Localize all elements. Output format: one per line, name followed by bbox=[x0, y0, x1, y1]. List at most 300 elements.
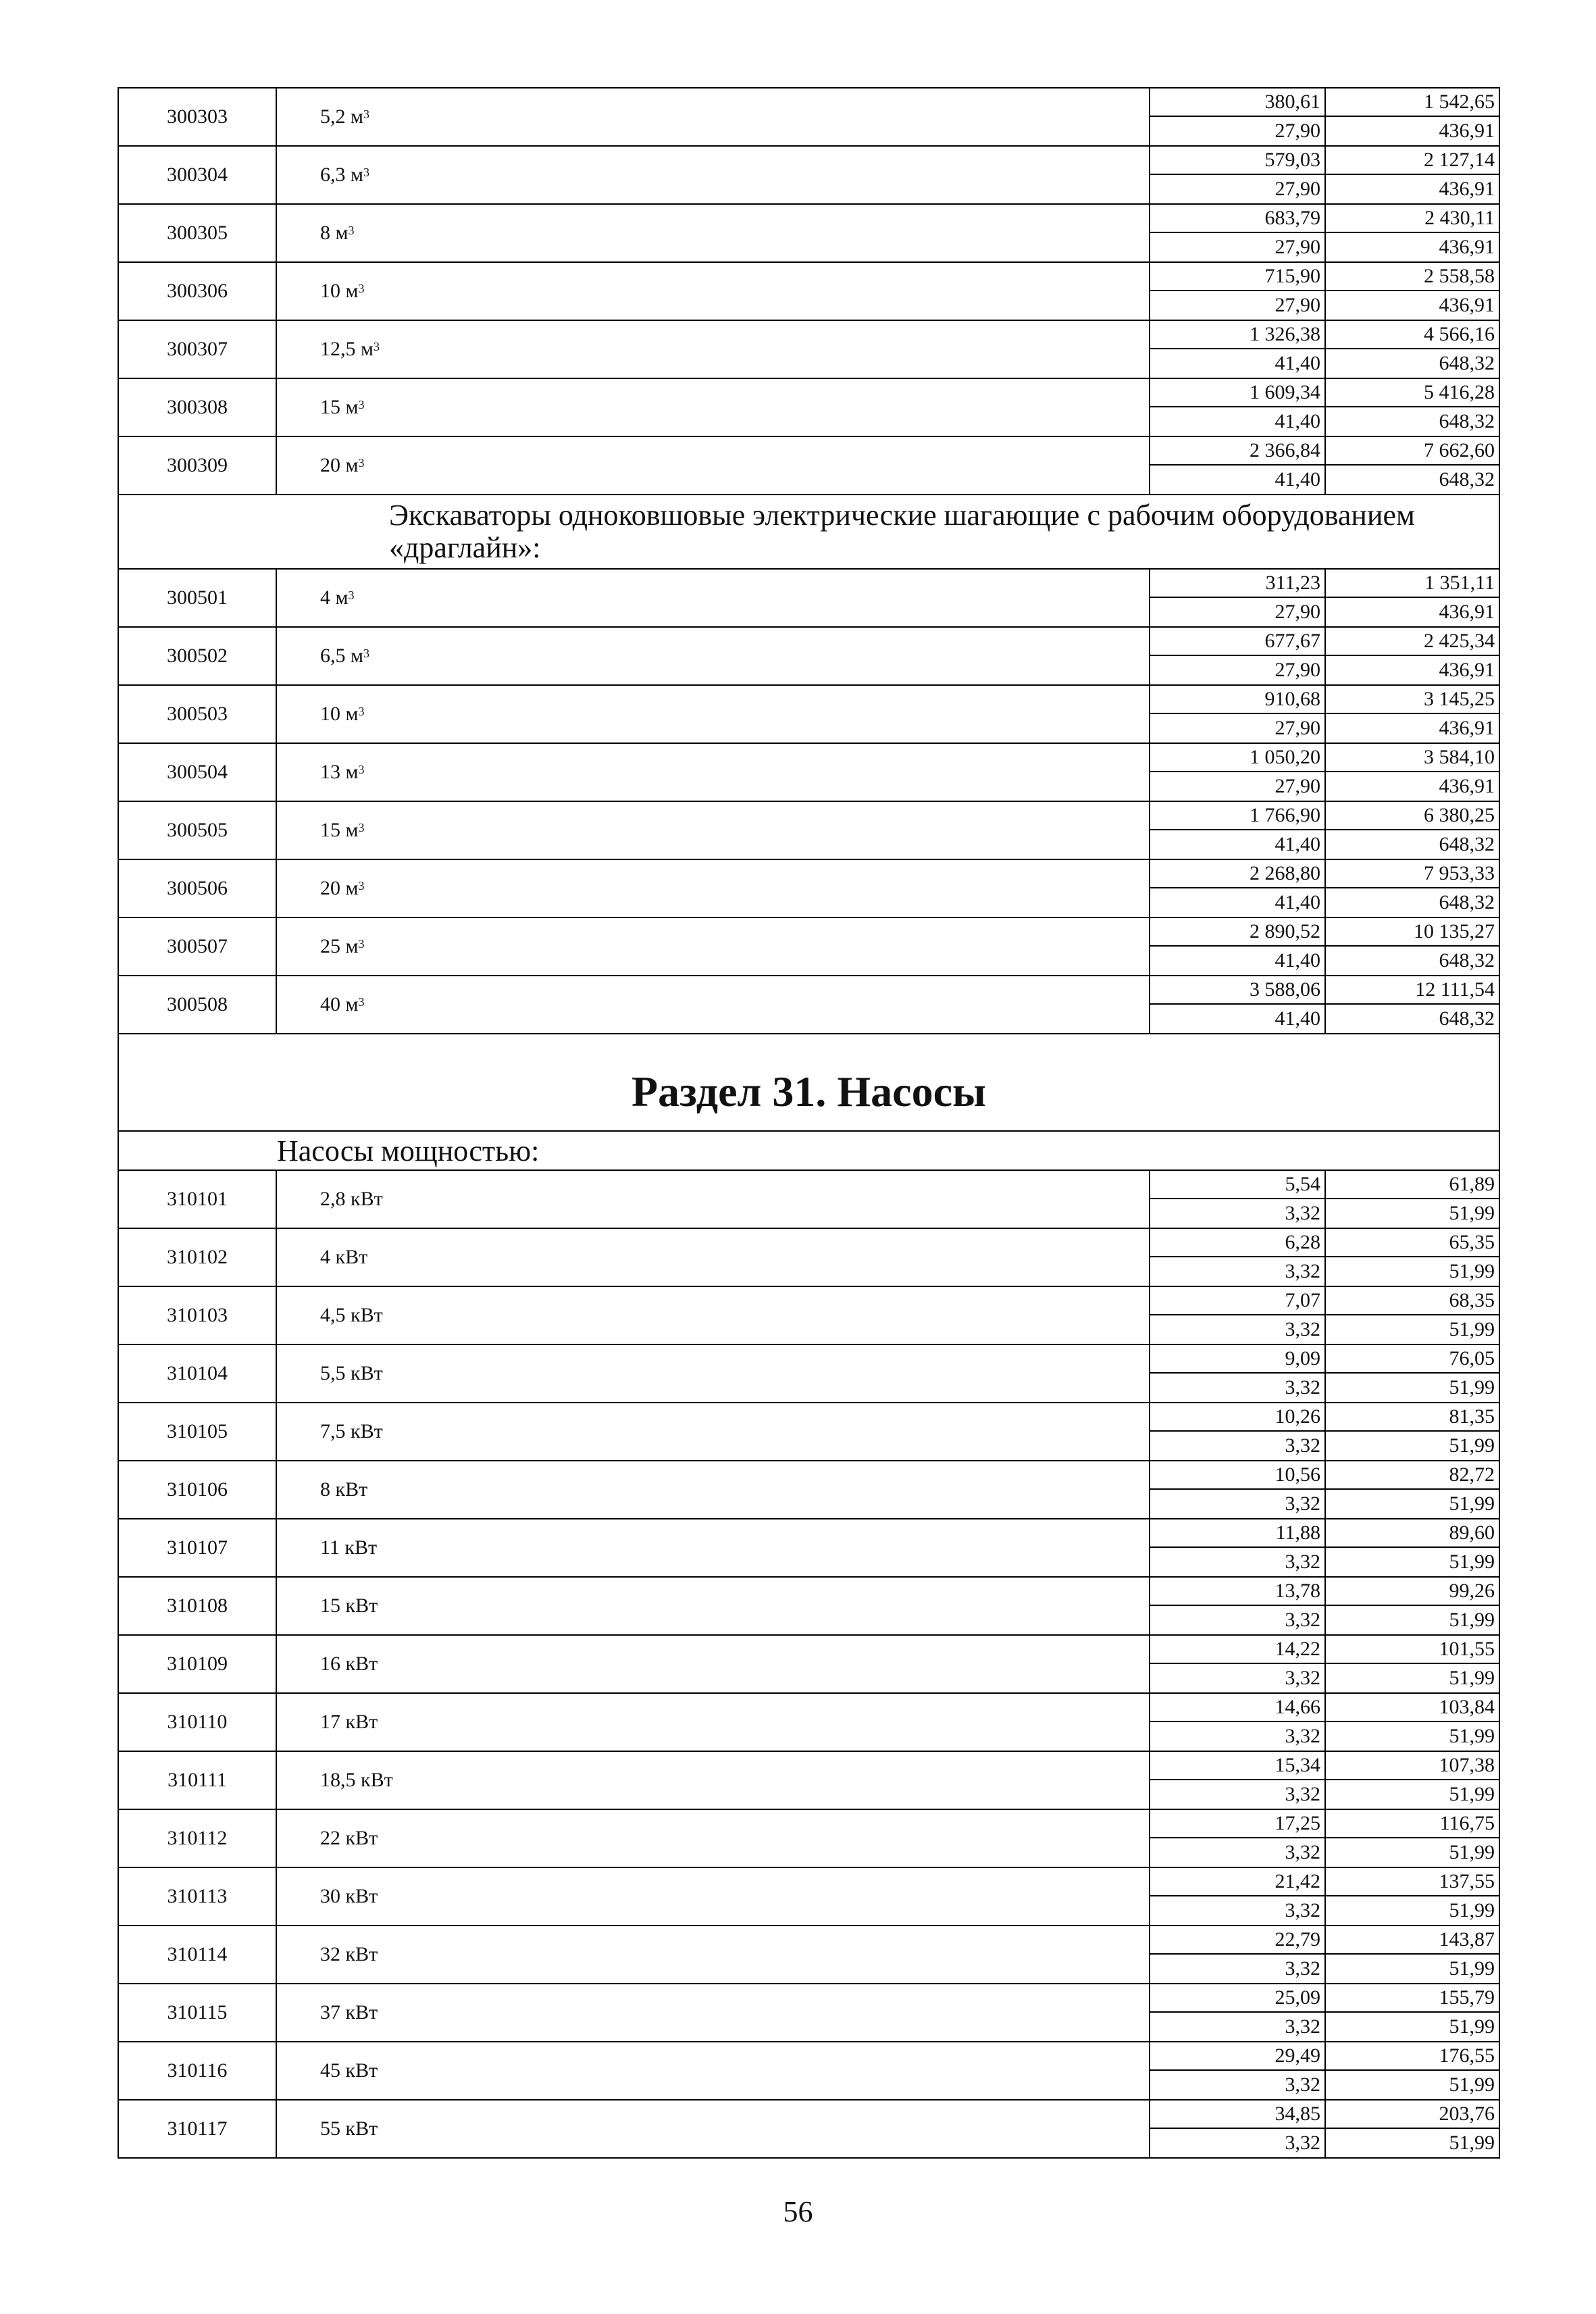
code-cell: 300503 bbox=[167, 703, 228, 725]
price-value: 380,61 bbox=[1150, 89, 1324, 117]
total-wage-value: 51,99 bbox=[1449, 1725, 1495, 1747]
code-cell: 310112 bbox=[167, 1827, 228, 1849]
total-value: 7 953,33 bbox=[1326, 860, 1499, 888]
code-cell: 300303 bbox=[167, 105, 228, 128]
total-value: 143,87 bbox=[1326, 1926, 1499, 1955]
table-row bbox=[119, 684, 1499, 743]
unit-superscript: 3 bbox=[363, 646, 369, 660]
total-price-cell bbox=[1324, 1345, 1499, 1402]
code-cell: 310102 bbox=[167, 1246, 228, 1268]
capacity-label: 2,8 кВт bbox=[320, 1188, 383, 1210]
code-cell: 310105 bbox=[167, 1420, 228, 1442]
price-cell bbox=[1150, 802, 1324, 859]
table-row bbox=[119, 975, 1499, 1033]
price-value: 910,68 bbox=[1150, 686, 1324, 714]
capacity-label: 8 кВт bbox=[320, 1478, 368, 1501]
table-row bbox=[119, 568, 1499, 626]
total-wage-value: 51,99 bbox=[1449, 1492, 1495, 1515]
price-cell bbox=[1150, 570, 1324, 626]
price-cell bbox=[1150, 147, 1324, 203]
table-row bbox=[119, 1925, 1499, 1983]
price-value: 11,88 bbox=[1150, 1519, 1324, 1548]
total-value: 155,79 bbox=[1326, 1984, 1499, 2013]
price-cell bbox=[1150, 1578, 1324, 1634]
code-cell: 300502 bbox=[167, 645, 228, 667]
code-cell: 300501 bbox=[167, 586, 228, 609]
price-cell bbox=[1150, 263, 1324, 320]
table-row bbox=[119, 1867, 1499, 1925]
table-row bbox=[119, 743, 1499, 801]
code-cell: 310109 bbox=[167, 1653, 228, 1675]
total-value: 2 558,58 bbox=[1326, 263, 1499, 291]
price-cell bbox=[1150, 1694, 1324, 1751]
unit-superscript: 3 bbox=[358, 455, 365, 470]
total-wage-value: 436,91 bbox=[1439, 775, 1495, 797]
table-row bbox=[119, 1751, 1499, 1809]
row-group-pumps bbox=[119, 1169, 1499, 2157]
code-cell: 310115 bbox=[167, 2001, 228, 2023]
capacity-cell bbox=[276, 1229, 1150, 1286]
code-cell: 300506 bbox=[167, 877, 228, 899]
table-row bbox=[119, 1983, 1499, 2041]
table-row bbox=[119, 2041, 1499, 2099]
total-price-cell bbox=[1324, 2101, 1499, 2157]
capacity-label: 4 м bbox=[320, 586, 349, 609]
capacity-label: 25 м bbox=[320, 935, 359, 957]
wage-value: 27,90 bbox=[1275, 659, 1320, 681]
unit-superscript: 3 bbox=[363, 165, 369, 179]
capacity-label: 20 м bbox=[320, 877, 359, 899]
total-wage-value: 51,99 bbox=[1449, 1841, 1495, 1863]
table-row bbox=[119, 320, 1499, 378]
total-wage-value: 648,32 bbox=[1439, 352, 1495, 374]
code-cell: 310106 bbox=[167, 1478, 228, 1501]
total-wage-value: 51,99 bbox=[1449, 2015, 1495, 2038]
capacity-label: 15 кВт bbox=[320, 1594, 378, 1617]
price-cell bbox=[1150, 205, 1324, 261]
total-wage-value: 51,99 bbox=[1449, 1202, 1495, 1224]
capacity-cell bbox=[276, 918, 1150, 975]
price-value: 2 366,84 bbox=[1150, 437, 1324, 466]
total-wage-value: 648,32 bbox=[1439, 410, 1495, 432]
wage-value: 3,32 bbox=[1285, 1260, 1320, 1282]
capacity-cell bbox=[276, 1752, 1150, 1809]
wage-value: 27,90 bbox=[1275, 717, 1320, 739]
price-cell bbox=[1150, 379, 1324, 436]
capacity-label: 55 кВт bbox=[320, 2117, 378, 2140]
code-cell: 310116 bbox=[167, 2059, 228, 2082]
price-value: 34,85 bbox=[1150, 2101, 1324, 2129]
capacity-label: 4,5 кВт bbox=[320, 1304, 383, 1326]
price-cell bbox=[1150, 1171, 1324, 1228]
code-cell: 310101 bbox=[167, 1188, 228, 1210]
code-cell: 310111 bbox=[168, 1769, 227, 1791]
page-number: 56 bbox=[783, 2195, 813, 2228]
price-value: 1 609,34 bbox=[1150, 379, 1324, 407]
total-price-cell bbox=[1324, 860, 1499, 917]
capacity-label: 8 м bbox=[320, 222, 349, 244]
price-value: 683,79 bbox=[1150, 205, 1324, 233]
capacity-cell bbox=[276, 860, 1150, 917]
price-value: 6,28 bbox=[1150, 1229, 1324, 1257]
capacity-cell bbox=[276, 628, 1150, 684]
capacity-label: 10 м bbox=[320, 280, 359, 302]
table-row bbox=[119, 1228, 1499, 1286]
capacity-label: 15 м bbox=[320, 396, 359, 418]
capacity-label: 5,5 кВт bbox=[320, 1362, 383, 1384]
unit-superscript: 3 bbox=[358, 281, 365, 295]
total-value: 61,89 bbox=[1326, 1171, 1499, 1199]
total-wage-value: 51,99 bbox=[1449, 1957, 1495, 1980]
total-wage-value: 436,91 bbox=[1439, 659, 1495, 681]
total-price-cell bbox=[1324, 802, 1499, 859]
wage-value: 3,32 bbox=[1285, 1609, 1320, 1631]
price-value: 1 326,38 bbox=[1150, 321, 1324, 349]
capacity-label: 17 кВт bbox=[320, 1711, 378, 1733]
price-value: 677,67 bbox=[1150, 628, 1324, 656]
unit-superscript: 3 bbox=[358, 878, 365, 892]
total-price-cell bbox=[1324, 1636, 1499, 1692]
total-value: 103,84 bbox=[1326, 1694, 1499, 1722]
wage-value: 3,32 bbox=[1285, 1492, 1320, 1515]
price-cell bbox=[1150, 744, 1324, 801]
capacity-label: 7,5 кВт bbox=[320, 1420, 383, 1442]
unit-superscript: 3 bbox=[358, 704, 365, 718]
capacity-label: 5,2 м bbox=[320, 105, 363, 128]
price-value: 14,66 bbox=[1150, 1694, 1324, 1722]
table-row bbox=[119, 1286, 1499, 1344]
price-cell bbox=[1150, 860, 1324, 917]
code-cell: 310113 bbox=[167, 1885, 228, 1907]
total-wage-value: 51,99 bbox=[1449, 1783, 1495, 1805]
unit-superscript: 3 bbox=[363, 107, 369, 121]
capacity-cell bbox=[276, 89, 1150, 145]
capacity-cell bbox=[276, 686, 1150, 743]
row-group-top bbox=[119, 87, 1499, 494]
code-cell: 300507 bbox=[167, 935, 228, 957]
price-cell bbox=[1150, 1519, 1324, 1576]
price-cell bbox=[1150, 1461, 1324, 1518]
capacity-cell bbox=[276, 976, 1150, 1033]
code-cell: 300309 bbox=[167, 454, 228, 476]
code-cell: 310103 bbox=[167, 1304, 228, 1326]
capacity-label: 6,5 м bbox=[320, 645, 363, 667]
total-price-cell bbox=[1324, 1519, 1499, 1576]
code-cell: 310110 bbox=[167, 1711, 228, 1733]
total-value: 99,26 bbox=[1326, 1578, 1499, 1606]
capacity-cell bbox=[276, 321, 1150, 378]
price-value: 10,26 bbox=[1150, 1403, 1324, 1432]
capacity-label: 4 кВт bbox=[320, 1246, 368, 1268]
capacity-cell bbox=[276, 2101, 1150, 2157]
price-value: 3 588,06 bbox=[1150, 976, 1324, 1005]
wage-value: 41,40 bbox=[1275, 410, 1320, 432]
total-wage-value: 648,32 bbox=[1439, 891, 1495, 913]
capacity-label: 40 м bbox=[320, 993, 359, 1015]
total-price-cell bbox=[1324, 379, 1499, 436]
price-cell bbox=[1150, 1403, 1324, 1460]
capacity-cell bbox=[276, 1868, 1150, 1925]
total-value: 176,55 bbox=[1326, 2042, 1499, 2071]
unit-superscript: 3 bbox=[358, 820, 365, 834]
price-cell bbox=[1150, 918, 1324, 975]
code-cell: 310114 bbox=[167, 1943, 228, 1965]
wage-value: 3,32 bbox=[1285, 1725, 1320, 1747]
table-row bbox=[119, 917, 1499, 975]
total-price-cell bbox=[1324, 1403, 1499, 1460]
total-wage-value: 51,99 bbox=[1449, 1667, 1495, 1689]
pumps-header: Насосы мощностью: bbox=[277, 1134, 540, 1167]
total-value: 203,76 bbox=[1326, 2101, 1499, 2129]
capacity-cell bbox=[276, 744, 1150, 801]
price-value: 25,09 bbox=[1150, 1984, 1324, 2013]
total-price-cell bbox=[1324, 1229, 1499, 1286]
table-row bbox=[119, 1169, 1499, 1228]
total-price-cell bbox=[1324, 147, 1499, 203]
capacity-cell bbox=[276, 379, 1150, 436]
capacity-cell bbox=[276, 802, 1150, 859]
total-wage-value: 648,32 bbox=[1439, 468, 1495, 491]
capacity-cell bbox=[276, 147, 1150, 203]
table-row bbox=[119, 626, 1499, 684]
wage-value: 41,40 bbox=[1275, 1007, 1320, 1030]
total-wage-value: 436,91 bbox=[1439, 120, 1495, 142]
excavators-header-row bbox=[119, 494, 1499, 568]
capacity-cell bbox=[276, 2042, 1150, 2099]
total-price-cell bbox=[1324, 1287, 1499, 1344]
price-cell bbox=[1150, 1345, 1324, 1402]
price-cell bbox=[1150, 1810, 1324, 1867]
price-value: 1 766,90 bbox=[1150, 802, 1324, 830]
total-value: 3 584,10 bbox=[1326, 744, 1499, 772]
capacity-cell bbox=[276, 437, 1150, 494]
price-value: 10,56 bbox=[1150, 1461, 1324, 1490]
price-cell bbox=[1150, 321, 1324, 378]
wage-value: 27,90 bbox=[1275, 775, 1320, 797]
capacity-cell bbox=[276, 1636, 1150, 1692]
capacity-label: 13 м bbox=[320, 761, 359, 783]
total-price-cell bbox=[1324, 1810, 1499, 1867]
capacity-label: 10 м bbox=[320, 703, 359, 725]
total-wage-value: 648,32 bbox=[1439, 1007, 1495, 1030]
unit-superscript: 3 bbox=[348, 588, 355, 602]
total-price-cell bbox=[1324, 1868, 1499, 1925]
price-value: 17,25 bbox=[1150, 1810, 1324, 1838]
table-row bbox=[119, 1402, 1499, 1460]
capacity-cell bbox=[276, 1287, 1150, 1344]
price-cell bbox=[1150, 1636, 1324, 1692]
wage-value: 3,32 bbox=[1285, 1783, 1320, 1805]
price-value: 9,09 bbox=[1150, 1345, 1324, 1374]
total-value: 82,72 bbox=[1326, 1461, 1499, 1490]
code-cell: 300508 bbox=[167, 993, 228, 1015]
price-cell bbox=[1150, 1868, 1324, 1925]
wage-value: 27,90 bbox=[1275, 236, 1320, 258]
price-cell bbox=[1150, 686, 1324, 743]
total-value: 137,55 bbox=[1326, 1868, 1499, 1896]
capacity-label: 30 кВт bbox=[320, 1885, 378, 1907]
total-value: 81,35 bbox=[1326, 1403, 1499, 1432]
table-row bbox=[119, 1576, 1499, 1634]
price-cell bbox=[1150, 2042, 1324, 2099]
price-cell bbox=[1150, 1287, 1324, 1344]
capacity-label: 12,5 м bbox=[320, 338, 374, 360]
total-wage-value: 51,99 bbox=[1449, 1609, 1495, 1631]
table-row bbox=[119, 145, 1499, 203]
capacity-cell bbox=[276, 1926, 1150, 1983]
total-value: 4 566,16 bbox=[1326, 321, 1499, 349]
unit-superscript: 3 bbox=[358, 995, 365, 1009]
total-value: 3 145,25 bbox=[1326, 686, 1499, 714]
code-cell: 300505 bbox=[167, 819, 228, 841]
wage-value: 3,32 bbox=[1285, 1318, 1320, 1340]
wage-value: 3,32 bbox=[1285, 1202, 1320, 1224]
total-wage-value: 51,99 bbox=[1449, 1434, 1495, 1457]
capacity-label: 11 кВт bbox=[320, 1536, 378, 1559]
total-wage-value: 648,32 bbox=[1439, 833, 1495, 855]
total-value: 5 416,28 bbox=[1326, 379, 1499, 407]
total-value: 1 351,11 bbox=[1326, 570, 1499, 598]
excavators-header: Экскаваторы одноковшовые электрические шагающие с рабочим оборудованием «драглайн»: bbox=[389, 499, 1415, 564]
code-cell: 310104 bbox=[167, 1362, 228, 1384]
unit-superscript: 3 bbox=[373, 339, 380, 353]
capacity-cell bbox=[276, 1461, 1150, 1518]
capacity-cell bbox=[276, 1984, 1150, 2041]
table-row bbox=[119, 801, 1499, 859]
table-row bbox=[119, 1344, 1499, 1402]
wage-value: 41,40 bbox=[1275, 352, 1320, 374]
total-price-cell bbox=[1324, 1926, 1499, 1983]
total-price-cell bbox=[1324, 918, 1499, 975]
total-value: 1 542,65 bbox=[1326, 89, 1499, 117]
capacity-label: 6,3 м bbox=[320, 164, 363, 186]
total-price-cell bbox=[1324, 1171, 1499, 1228]
total-wage-value: 51,99 bbox=[1449, 2073, 1495, 2096]
total-price-cell bbox=[1324, 321, 1499, 378]
total-wage-value: 436,91 bbox=[1439, 236, 1495, 258]
price-value: 7,07 bbox=[1150, 1287, 1324, 1315]
unit-superscript: 3 bbox=[358, 936, 365, 951]
wage-value: 27,90 bbox=[1275, 178, 1320, 200]
price-cell bbox=[1150, 1926, 1324, 1983]
total-value: 10 135,27 bbox=[1326, 918, 1499, 947]
total-price-cell bbox=[1324, 437, 1499, 494]
price-cell bbox=[1150, 2101, 1324, 2157]
total-wage-value: 51,99 bbox=[1449, 1376, 1495, 1399]
total-price-cell bbox=[1324, 976, 1499, 1033]
total-price-cell bbox=[1324, 628, 1499, 684]
table-row bbox=[119, 203, 1499, 261]
unit-superscript: 3 bbox=[348, 223, 355, 237]
total-value: 12 111,54 bbox=[1326, 976, 1499, 1005]
table-row bbox=[119, 436, 1499, 494]
total-value: 6 380,25 bbox=[1326, 802, 1499, 830]
code-cell: 300504 bbox=[167, 761, 228, 783]
total-price-cell bbox=[1324, 263, 1499, 320]
price-cell bbox=[1150, 1229, 1324, 1286]
total-wage-value: 436,91 bbox=[1439, 717, 1495, 739]
capacity-label: 16 кВт bbox=[320, 1653, 378, 1675]
capacity-label: 32 кВт bbox=[320, 1943, 378, 1965]
table-row bbox=[119, 378, 1499, 436]
total-price-cell bbox=[1324, 205, 1499, 261]
price-cell bbox=[1150, 437, 1324, 494]
wage-value: 3,32 bbox=[1285, 2015, 1320, 2038]
total-value: 107,38 bbox=[1326, 1752, 1499, 1780]
wage-value: 3,32 bbox=[1285, 1957, 1320, 1980]
total-wage-value: 51,99 bbox=[1449, 1551, 1495, 1573]
wage-value: 3,32 bbox=[1285, 2132, 1320, 2154]
wage-value: 3,32 bbox=[1285, 1667, 1320, 1689]
capacity-cell bbox=[276, 205, 1150, 261]
total-value: 101,55 bbox=[1326, 1636, 1499, 1664]
total-price-cell bbox=[1324, 686, 1499, 743]
capacity-cell bbox=[276, 570, 1150, 626]
price-value: 5,54 bbox=[1150, 1171, 1324, 1199]
table-row bbox=[119, 1809, 1499, 1867]
total-value: 68,35 bbox=[1326, 1287, 1499, 1315]
row-group-excavators bbox=[119, 568, 1499, 1033]
wage-value: 3,32 bbox=[1285, 1434, 1320, 1457]
wage-value: 27,90 bbox=[1275, 294, 1320, 316]
wage-value: 27,90 bbox=[1275, 120, 1320, 142]
capacity-cell bbox=[276, 263, 1150, 320]
price-table bbox=[118, 87, 1500, 2159]
price-cell bbox=[1150, 1752, 1324, 1809]
code-cell: 300304 bbox=[167, 164, 228, 186]
total-wage-value: 51,99 bbox=[1449, 2132, 1495, 2154]
total-price-cell bbox=[1324, 89, 1499, 145]
total-price-cell bbox=[1324, 1752, 1499, 1809]
table-row bbox=[119, 1518, 1499, 1576]
capacity-cell bbox=[276, 1810, 1150, 1867]
price-cell bbox=[1150, 89, 1324, 145]
pumps-header-row bbox=[119, 1130, 1499, 1169]
total-value: 89,60 bbox=[1326, 1519, 1499, 1548]
table-row bbox=[119, 1634, 1499, 1692]
capacity-cell bbox=[276, 1171, 1150, 1228]
table-row bbox=[119, 859, 1499, 917]
code-cell: 310107 bbox=[167, 1536, 228, 1559]
table-row bbox=[119, 1460, 1499, 1518]
wage-value: 41,40 bbox=[1275, 833, 1320, 855]
total-price-cell bbox=[1324, 1694, 1499, 1751]
capacity-label: 22 кВт bbox=[320, 1827, 378, 1849]
code-cell: 300307 bbox=[167, 338, 228, 360]
price-value: 14,22 bbox=[1150, 1636, 1324, 1664]
section-row bbox=[119, 1033, 1499, 1130]
capacity-label: 37 кВт bbox=[320, 2001, 378, 2023]
total-value: 2 127,14 bbox=[1326, 147, 1499, 175]
capacity-label: 45 кВт bbox=[320, 2059, 378, 2082]
wage-value: 27,90 bbox=[1275, 601, 1320, 623]
price-value: 1 050,20 bbox=[1150, 744, 1324, 772]
capacity-cell bbox=[276, 1694, 1150, 1751]
code-cell: 310117 bbox=[167, 2117, 228, 2140]
wage-value: 41,40 bbox=[1275, 468, 1320, 491]
total-price-cell bbox=[1324, 1984, 1499, 2041]
total-value: 7 662,60 bbox=[1326, 437, 1499, 466]
price-value: 15,34 bbox=[1150, 1752, 1324, 1780]
price-cell bbox=[1150, 976, 1324, 1033]
price-value: 715,90 bbox=[1150, 263, 1324, 291]
capacity-cell bbox=[276, 1345, 1150, 1402]
total-wage-value: 648,32 bbox=[1439, 949, 1495, 972]
table-row bbox=[119, 2099, 1499, 2157]
table-row bbox=[119, 87, 1499, 145]
capacity-label: 15 м bbox=[320, 819, 359, 841]
table-row bbox=[119, 261, 1499, 320]
